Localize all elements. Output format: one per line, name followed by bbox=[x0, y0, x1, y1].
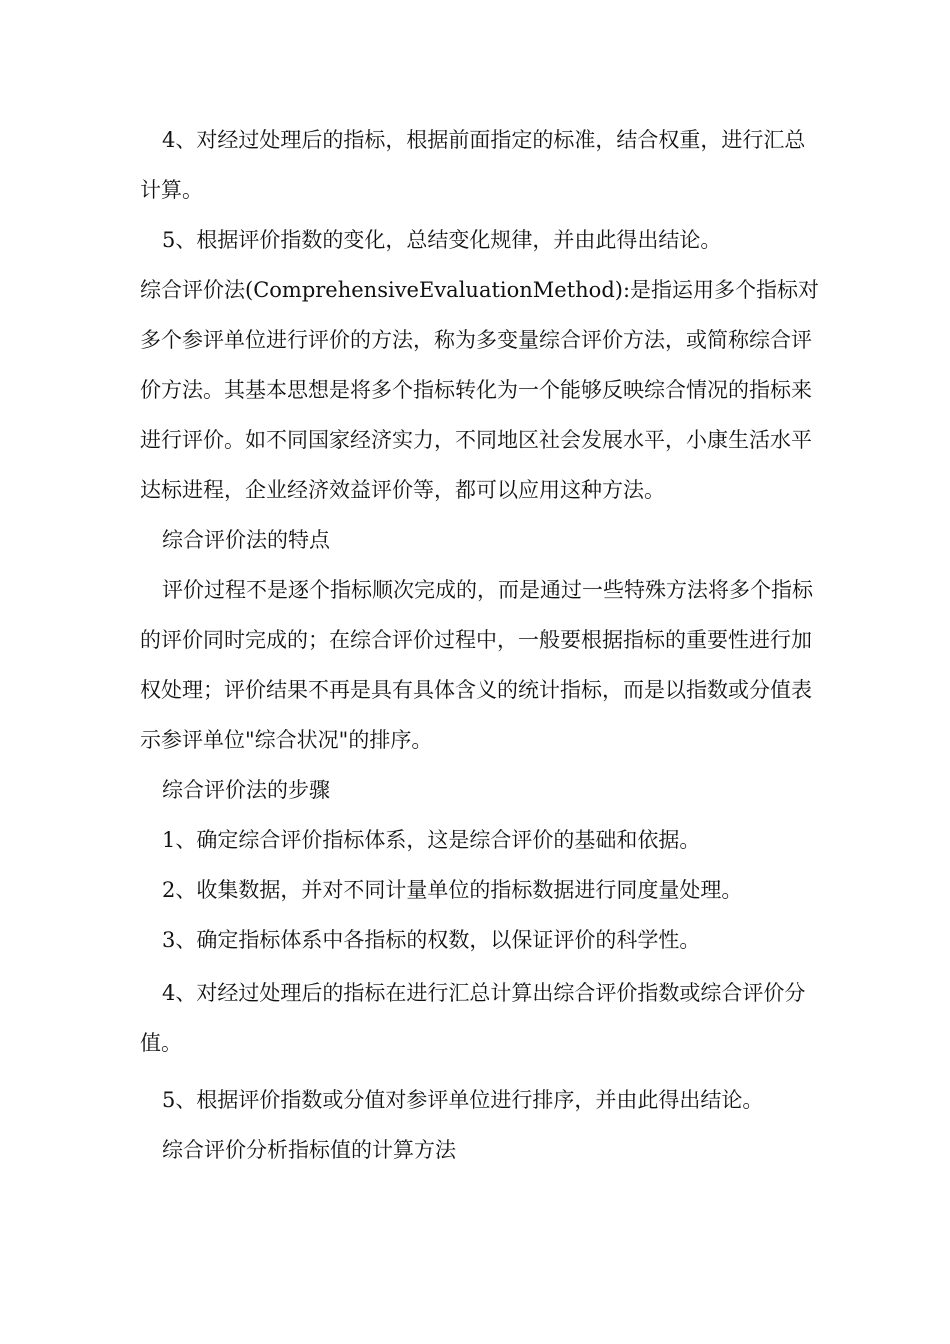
list-item-step-2: 2、收集数据，并对不同计量单位的指标数据进行同度量处理。 bbox=[162, 878, 743, 902]
paragraph-step-5-conclusion: 5、根据评价指数的变化，总结变化规律，并由此得出结论。 bbox=[162, 228, 722, 252]
list-item-step-5: 5、根据评价指数或分值对参评单位进行排序，并由此得出结论。 bbox=[162, 1088, 764, 1112]
list-item-step-1: 1、确定综合评价指标体系，这是综合评价的基础和依据。 bbox=[162, 828, 701, 852]
paragraph-step-4-summary: 4、对经过处理后的指标，根据前面指定的标准，结合权重，进行汇总计算。 bbox=[140, 128, 806, 202]
heading-calculation-method: 综合评价分析指标值的计算方法 bbox=[162, 1138, 456, 1162]
paragraph-definition: 综合评价法(ComprehensiveEvaluationMethod):是指运用多个指标对多个参评单位进行评价的方法，称为多变量综合评价方法，或简称综合评价方法。其基本思想是将多个指标转化为一个能够反映综合情况的指标来进行评价。如不同国家经济实力，不同地区社会发展水平，小康生活水平达标进程，企业经济效益评价等，都可以应用这种方法。 bbox=[140, 278, 820, 502]
list-item-step-3: 3、确定指标体系中各指标的权数，以保证评价的科学性。 bbox=[162, 928, 701, 952]
paragraph-features: 评价过程不是逐个指标顺次完成的，而是通过一些特殊方法将多个指标的评价同时完成的；在综合评价过程中，一般要根据指标的重要性进行加权处理；评价结果不再是具有具体含义的统计指标，而是以指数或分值表示参评单位"综合状况"的排序。 bbox=[140, 578, 813, 752]
list-item-step-4: 4、对经过处理后的指标在进行汇总计算出综合评价指数或综合评价分值。 bbox=[140, 981, 806, 1055]
heading-steps: 综合评价法的步骤 bbox=[162, 778, 330, 802]
heading-features: 综合评价法的特点 bbox=[162, 528, 330, 552]
